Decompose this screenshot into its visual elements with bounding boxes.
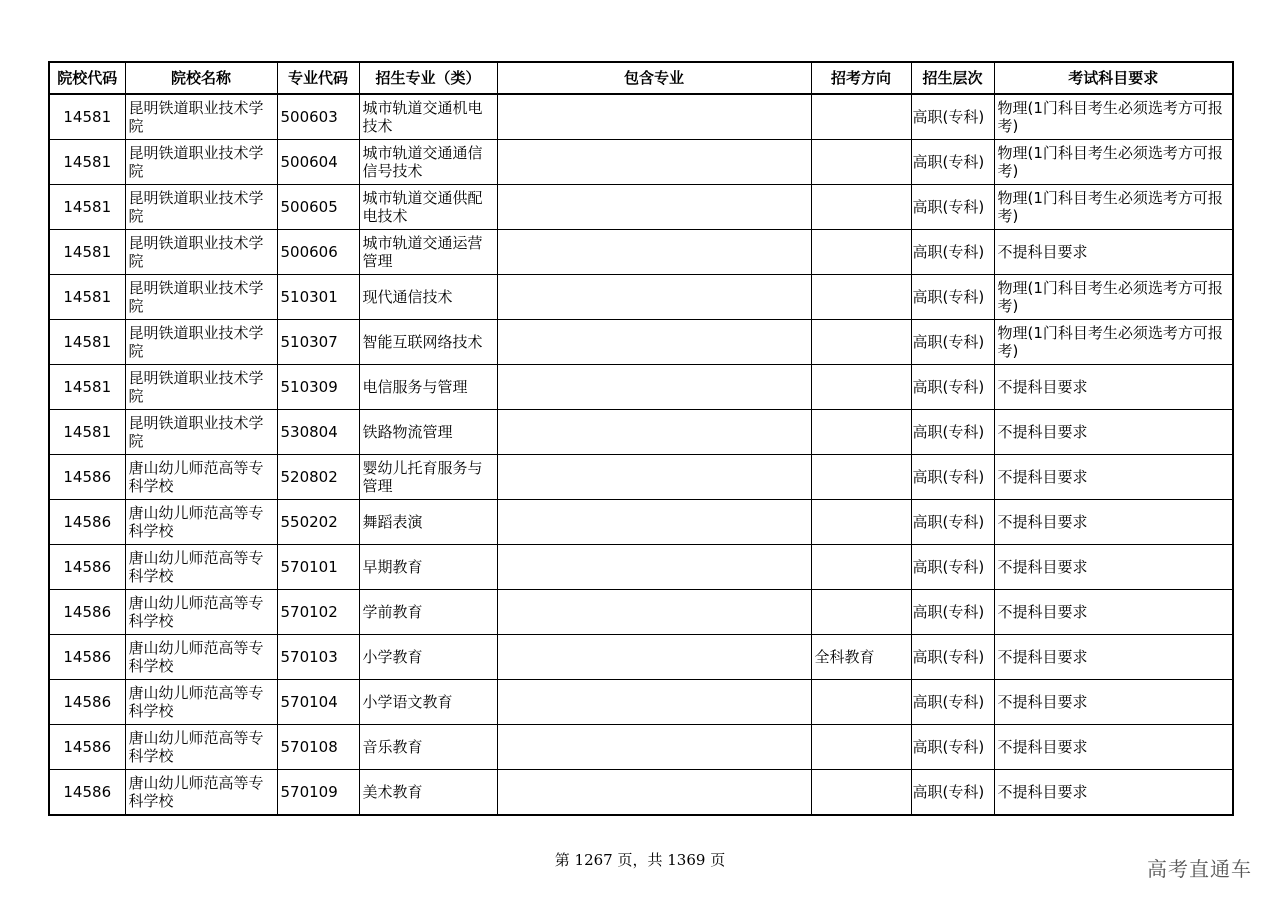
table-row	[49, 94, 1233, 140]
requirement-cell: 物理(1门科目考生必须选考方可报考)	[994, 94, 1233, 140]
major-cell: 早期教育	[359, 545, 497, 590]
major-cell: 音乐教育	[359, 725, 497, 770]
school-name-cell: 昆明铁道职业技术学院	[125, 275, 277, 320]
major-code-cell: 570104	[277, 680, 359, 725]
school-name-cell: 昆明铁道职业技术学院	[125, 410, 277, 455]
school-code-cell: 14581	[49, 185, 125, 230]
direction-cell	[811, 680, 911, 725]
level-cell: 高职(专科)	[911, 725, 994, 770]
major-code-cell: 500605	[277, 185, 359, 230]
direction-cell	[811, 230, 911, 275]
included-majors-cell	[497, 410, 811, 455]
school-code-cell: 14586	[49, 455, 125, 500]
major-cell: 城市轨道交通机电技术	[359, 94, 497, 140]
major-cell: 智能互联网络技术	[359, 320, 497, 365]
level-cell: 高职(专科)	[911, 140, 994, 185]
major-code-cell: 500603	[277, 94, 359, 140]
direction-cell: 全科教育	[811, 635, 911, 680]
header-included-majors: 包含专业	[497, 62, 811, 94]
level-cell: 高职(专科)	[911, 410, 994, 455]
requirement-cell: 不提科目要求	[994, 590, 1233, 635]
level-cell: 高职(专科)	[911, 365, 994, 410]
school-code-cell: 14586	[49, 770, 125, 816]
school-code-cell: 14581	[49, 94, 125, 140]
major-cell: 学前教育	[359, 590, 497, 635]
direction-cell	[811, 410, 911, 455]
watermark: 高考直通车	[1147, 857, 1252, 881]
requirement-cell: 不提科目要求	[994, 455, 1233, 500]
school-code-cell: 14586	[49, 725, 125, 770]
requirement-cell: 不提科目要求	[994, 725, 1233, 770]
included-majors-cell	[497, 455, 811, 500]
table-row	[49, 770, 1233, 816]
school-code-cell: 14586	[49, 635, 125, 680]
level-cell: 高职(专科)	[911, 455, 994, 500]
school-name-cell: 唐山幼儿师范高等专科学校	[125, 635, 277, 680]
table-row	[49, 365, 1233, 410]
school-name-cell: 唐山幼儿师范高等专科学校	[125, 770, 277, 816]
table-row	[49, 275, 1233, 320]
major-cell: 小学教育	[359, 635, 497, 680]
direction-cell	[811, 545, 911, 590]
level-cell: 高职(专科)	[911, 230, 994, 275]
school-code-cell: 14581	[49, 140, 125, 185]
major-code-cell: 570108	[277, 725, 359, 770]
enrollment-table	[48, 61, 1234, 816]
table-row	[49, 680, 1233, 725]
school-code-cell: 14581	[49, 230, 125, 275]
requirement-cell: 不提科目要求	[994, 365, 1233, 410]
level-cell: 高职(专科)	[911, 590, 994, 635]
included-majors-cell	[497, 320, 811, 365]
table-row	[49, 320, 1233, 365]
school-name-cell: 昆明铁道职业技术学院	[125, 320, 277, 365]
requirement-cell: 物理(1门科目考生必须选考方可报考)	[994, 140, 1233, 185]
requirement-cell: 不提科目要求	[994, 500, 1233, 545]
level-cell: 高职(专科)	[911, 320, 994, 365]
major-cell: 舞蹈表演	[359, 500, 497, 545]
major-cell: 城市轨道交通供配电技术	[359, 185, 497, 230]
major-cell: 小学语文教育	[359, 680, 497, 725]
table-row	[49, 185, 1233, 230]
major-code-cell: 510307	[277, 320, 359, 365]
page-footer: 第 1267 页，共 1369 页	[554, 851, 726, 869]
header-major-code: 专业代码	[277, 62, 359, 94]
direction-cell	[811, 770, 911, 816]
included-majors-cell	[497, 230, 811, 275]
direction-cell	[811, 275, 911, 320]
major-code-cell: 500606	[277, 230, 359, 275]
direction-cell	[811, 590, 911, 635]
included-majors-cell	[497, 140, 811, 185]
table-row	[49, 635, 1233, 680]
school-name-cell: 昆明铁道职业技术学院	[125, 140, 277, 185]
requirement-cell: 物理(1门科目考生必须选考方可报考)	[994, 185, 1233, 230]
major-cell: 婴幼儿托育服务与管理	[359, 455, 497, 500]
school-name-cell: 唐山幼儿师范高等专科学校	[125, 545, 277, 590]
included-majors-cell	[497, 635, 811, 680]
major-code-cell: 570109	[277, 770, 359, 816]
major-cell: 城市轨道交通运营管理	[359, 230, 497, 275]
header-level: 招生层次	[911, 62, 994, 94]
direction-cell	[811, 500, 911, 545]
requirement-cell: 不提科目要求	[994, 230, 1233, 275]
school-code-cell: 14586	[49, 500, 125, 545]
major-cell: 现代通信技术	[359, 275, 497, 320]
school-name-cell: 唐山幼儿师范高等专科学校	[125, 500, 277, 545]
major-cell: 电信服务与管理	[359, 365, 497, 410]
direction-cell	[811, 140, 911, 185]
major-code-cell: 550202	[277, 500, 359, 545]
requirement-cell: 物理(1门科目考生必须选考方可报考)	[994, 320, 1233, 365]
major-code-cell: 570103	[277, 635, 359, 680]
major-cell: 铁路物流管理	[359, 410, 497, 455]
level-cell: 高职(专科)	[911, 545, 994, 590]
direction-cell	[811, 94, 911, 140]
school-code-cell: 14581	[49, 320, 125, 365]
level-cell: 高职(专科)	[911, 185, 994, 230]
major-code-cell: 530804	[277, 410, 359, 455]
school-name-cell: 唐山幼儿师范高等专科学校	[125, 680, 277, 725]
table-row	[49, 140, 1233, 185]
major-code-cell: 510309	[277, 365, 359, 410]
requirement-cell: 不提科目要求	[994, 545, 1233, 590]
direction-cell	[811, 185, 911, 230]
requirement-cell: 不提科目要求	[994, 410, 1233, 455]
major-code-cell: 500604	[277, 140, 359, 185]
school-name-cell: 唐山幼儿师范高等专科学校	[125, 455, 277, 500]
included-majors-cell	[497, 500, 811, 545]
major-code-cell: 520802	[277, 455, 359, 500]
requirement-cell: 物理(1门科目考生必须选考方可报考)	[994, 275, 1233, 320]
direction-cell	[811, 455, 911, 500]
table-row	[49, 410, 1233, 455]
table-header-row	[49, 62, 1233, 94]
school-code-cell: 14586	[49, 680, 125, 725]
included-majors-cell	[497, 590, 811, 635]
school-name-cell: 昆明铁道职业技术学院	[125, 365, 277, 410]
included-majors-cell	[497, 680, 811, 725]
requirement-cell: 不提科目要求	[994, 635, 1233, 680]
included-majors-cell	[497, 770, 811, 816]
table-row	[49, 455, 1233, 500]
direction-cell	[811, 365, 911, 410]
included-majors-cell	[497, 545, 811, 590]
included-majors-cell	[497, 275, 811, 320]
header-school-code: 院校代码	[49, 62, 125, 94]
major-cell: 城市轨道交通通信信号技术	[359, 140, 497, 185]
level-cell: 高职(专科)	[911, 680, 994, 725]
included-majors-cell	[497, 94, 811, 140]
school-code-cell: 14581	[49, 275, 125, 320]
major-code-cell: 570101	[277, 545, 359, 590]
requirement-cell: 不提科目要求	[994, 770, 1233, 816]
table-row	[49, 590, 1233, 635]
level-cell: 高职(专科)	[911, 94, 994, 140]
school-name-cell: 昆明铁道职业技术学院	[125, 230, 277, 275]
level-cell: 高职(专科)	[911, 275, 994, 320]
table-row	[49, 545, 1233, 590]
school-code-cell: 14581	[49, 365, 125, 410]
school-name-cell: 昆明铁道职业技术学院	[125, 185, 277, 230]
school-name-cell: 唐山幼儿师范高等专科学校	[125, 725, 277, 770]
level-cell: 高职(专科)	[911, 635, 994, 680]
requirement-cell: 不提科目要求	[994, 680, 1233, 725]
included-majors-cell	[497, 365, 811, 410]
direction-cell	[811, 320, 911, 365]
school-name-cell: 昆明铁道职业技术学院	[125, 94, 277, 140]
header-school-name: 院校名称	[125, 62, 277, 94]
included-majors-cell	[497, 185, 811, 230]
level-cell: 高职(专科)	[911, 770, 994, 816]
direction-cell	[811, 725, 911, 770]
table-row	[49, 230, 1233, 275]
included-majors-cell	[497, 725, 811, 770]
header-major: 招生专业（类）	[359, 62, 497, 94]
table-row	[49, 500, 1233, 545]
level-cell: 高职(专科)	[911, 500, 994, 545]
major-code-cell: 510301	[277, 275, 359, 320]
school-code-cell: 14586	[49, 545, 125, 590]
major-cell: 美术教育	[359, 770, 497, 816]
header-requirement: 考试科目要求	[994, 62, 1233, 94]
table-row	[49, 725, 1233, 770]
school-name-cell: 唐山幼儿师范高等专科学校	[125, 590, 277, 635]
school-code-cell: 14581	[49, 410, 125, 455]
header-direction: 招考方向	[811, 62, 911, 94]
school-code-cell: 14586	[49, 590, 125, 635]
major-code-cell: 570102	[277, 590, 359, 635]
